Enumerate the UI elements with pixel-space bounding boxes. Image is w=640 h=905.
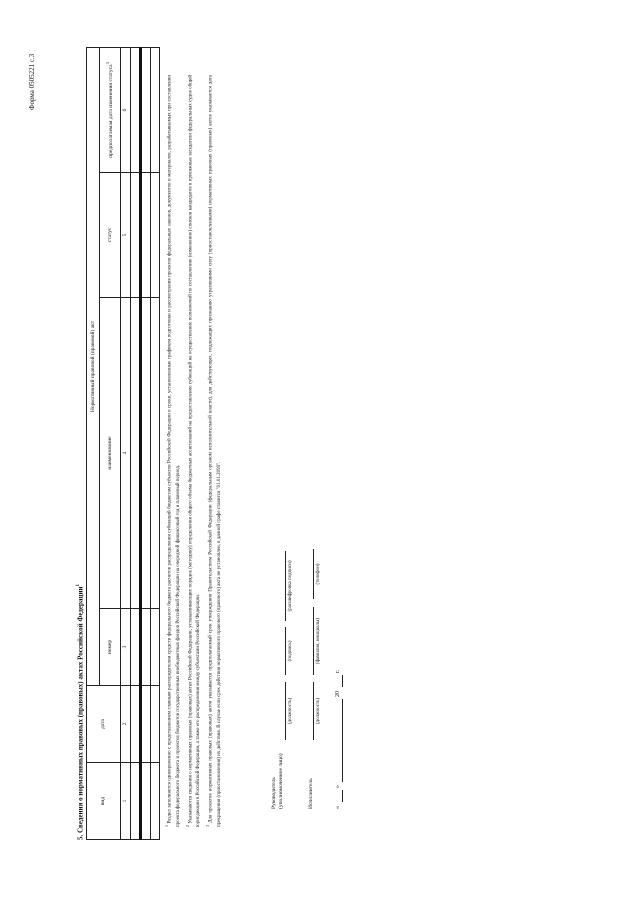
date-month-line[interactable] bbox=[342, 699, 343, 782]
column-header-number: номер bbox=[100, 609, 121, 686]
footnote-mark: 3 bbox=[205, 825, 211, 827]
column-header-status-change-date bbox=[100, 47, 121, 172]
head-position-line[interactable] bbox=[285, 682, 286, 740]
table-cell bbox=[131, 173, 141, 298]
table-row bbox=[151, 47, 160, 839]
head-label bbox=[271, 753, 285, 809]
table-cell bbox=[151, 609, 160, 686]
column-header-date: дата bbox=[87, 686, 121, 763]
form-code: Форма 0505221 с.3 bbox=[28, 53, 36, 110]
column-header-status: статус bbox=[100, 173, 121, 298]
executor-phone-line[interactable] bbox=[313, 549, 314, 599]
table-cell bbox=[131, 686, 141, 763]
footnotes bbox=[163, 75, 225, 827]
legal-acts-table bbox=[86, 47, 160, 840]
table-cell bbox=[131, 609, 141, 686]
group-header-legal-act: Нормативный правовой (правовой) акт bbox=[87, 47, 100, 685]
head-decoding-line[interactable] bbox=[285, 551, 286, 621]
table-row bbox=[141, 47, 151, 839]
column-number-2: 2 bbox=[121, 686, 131, 763]
column-number-4: 4 bbox=[121, 298, 131, 609]
column-number-1: 1 bbox=[121, 763, 131, 840]
head-signature-line[interactable] bbox=[285, 627, 286, 675]
executor-phone-caption: (телефон) bbox=[316, 563, 321, 585]
head-label-line1: Руководитель bbox=[271, 777, 277, 809]
head-label-line2: (уполномоченное лицо) bbox=[278, 753, 284, 809]
executor-name-caption: (фамилия, инициалы) bbox=[316, 617, 321, 665]
table-cell bbox=[141, 686, 151, 763]
table-cell bbox=[131, 763, 141, 840]
column-header-type: вид bbox=[87, 763, 121, 840]
column-number-3: 3 bbox=[121, 609, 131, 686]
section-title bbox=[76, 584, 84, 840]
section-title-footnote-mark: 1 bbox=[76, 583, 81, 587]
section-title-text: 5. Сведения о нормативных правовых (правовых) актах Российской Федерации bbox=[76, 586, 85, 840]
date-day-line[interactable] bbox=[342, 790, 343, 802]
table-cell bbox=[151, 47, 160, 172]
executor-position-line[interactable] bbox=[313, 682, 314, 740]
column-number-6: 6 bbox=[121, 47, 131, 172]
footnote-text: Раздел заполняется одновременно с представлением главным распорядителем средств федерального бюджета расчетов распределения субвенций бюджетам субъектов Российской Федерации в сроки, установленные графиком подготовки и рассмотрения проектов федеральных законов, документов и материалов, разрабатываемых при составлении проекта федерального бюджета и проектов бюджетов государственных внебюджетных фондов Российской Федерации на очередной финансовый год и плановый период. bbox=[167, 74, 181, 827]
footnote-3 bbox=[204, 75, 224, 827]
executor-position-caption: (должность) bbox=[316, 697, 321, 725]
footnote-text: Для проектов нормативных правовых (правовых) актов указывается предполагаемый срок утверждения Правительством Российской Федерации (федеральным органом исполнительной власти), для действующих, подлежащих признанию утратившими силу (приостановленными) нормативных правовых (правовых) актов указывается дата прекращения (приостановления) их действия. В случае если срок действия нормативного правового (правового) акта не установлен, в данной графе ставится "01.01.2099". bbox=[208, 74, 222, 827]
executor-name-line[interactable] bbox=[313, 607, 314, 675]
footnote-1 bbox=[163, 75, 183, 827]
footnote-2 bbox=[184, 75, 204, 827]
table-cell bbox=[151, 298, 160, 609]
table-cell bbox=[151, 686, 160, 763]
status-change-date-label: предполагаемая дата изменения статуса bbox=[108, 64, 115, 158]
table-cell bbox=[141, 298, 151, 609]
footnote-mark: 1 bbox=[164, 825, 169, 827]
footnote-mark: 2 bbox=[184, 825, 190, 827]
footnote-text: Указываются сведения о нормативных правовых (правовых) актах Российской Федерации, устанавливающих порядок (методику) определения общего объема бюджетных ассигнований на предоставление субвенций на осуществление полномочий по составлению (изменению) списков кандидатов в присяжные заседатели федеральных судов общей юрисдикции в Российской Федерации, а также его распределения между субъектами Российской Федерации. bbox=[188, 74, 202, 827]
date-year-suffix: г. bbox=[335, 669, 341, 673]
column-number-row bbox=[121, 47, 131, 839]
date-year-line[interactable] bbox=[342, 675, 343, 687]
table-cell bbox=[141, 47, 151, 172]
table-row bbox=[131, 47, 141, 839]
table-cell bbox=[141, 609, 151, 686]
table-cell bbox=[151, 763, 160, 840]
date-year-prefix: 20 bbox=[335, 691, 341, 697]
column-header-name: наименование bbox=[100, 298, 121, 609]
head-decoding-caption: (расшифровка подписи) bbox=[288, 560, 293, 612]
table-cell bbox=[141, 173, 151, 298]
head-position-caption: (должность) bbox=[288, 697, 293, 725]
column-number-5: 5 bbox=[121, 173, 131, 298]
executor-label: Исполнитель bbox=[308, 778, 314, 809]
head-signature-caption: (подпись) bbox=[288, 640, 293, 662]
status-change-date-footnote-mark: 3 bbox=[105, 62, 111, 65]
table-cell bbox=[131, 298, 141, 609]
table-cell bbox=[131, 47, 141, 172]
table-cell bbox=[141, 763, 151, 840]
date-open-quote: « bbox=[335, 806, 341, 809]
table-cell bbox=[151, 173, 160, 298]
date-close-quote: » bbox=[335, 785, 341, 788]
